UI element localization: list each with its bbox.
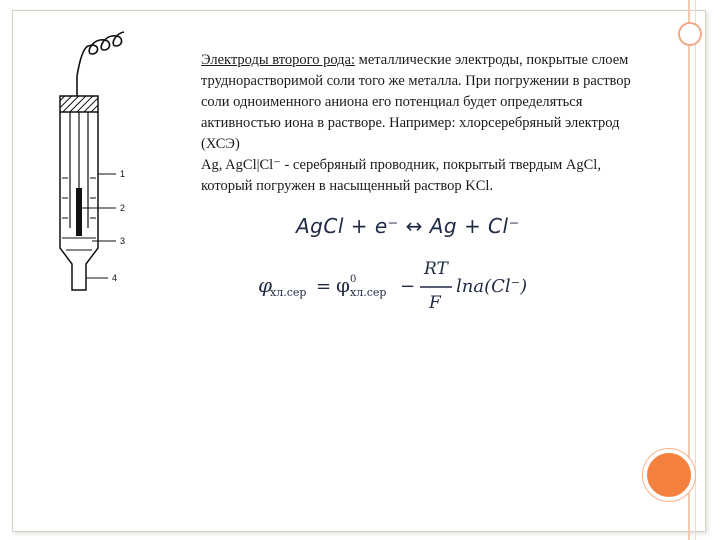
decorative-rule bbox=[695, 0, 696, 540]
fraction-numerator: RT bbox=[424, 259, 448, 279]
decorative-circle-top bbox=[678, 22, 702, 46]
definition-text: металлические электроды, покрытые слоем труднорастворимой соли того же металла. При погружении в раствор соли одноименного аниона его потенциал будет определяться активностью иона в растворе. Например: хлорсеребряный электрод (ХСЭ) bbox=[201, 52, 631, 152]
phi-subscript: хл.сер bbox=[270, 286, 307, 299]
phi-symbol: φ bbox=[258, 273, 273, 297]
phi0-subscript: хл.сер bbox=[350, 286, 387, 299]
paragraph-definition bbox=[201, 50, 641, 155]
term-second-kind-electrodes: Электроды второго рода: bbox=[201, 52, 356, 68]
decorative-circle-bottom bbox=[643, 449, 695, 501]
stopper bbox=[60, 96, 98, 112]
label-3: 3 bbox=[120, 236, 126, 246]
label-1: 1 bbox=[120, 169, 126, 179]
slide-text bbox=[201, 50, 641, 197]
equals-sign: = bbox=[316, 276, 332, 297]
electrode-diagram bbox=[40, 28, 150, 303]
label-4: 4 bbox=[112, 273, 118, 283]
nernst-equation bbox=[258, 258, 558, 318]
log-term: lna(Cl⁻) bbox=[456, 276, 528, 297]
label-2: 2 bbox=[120, 203, 126, 213]
phi0-superscript: 0 bbox=[350, 274, 357, 285]
phi0-symbol: φ bbox=[336, 273, 351, 297]
fraction-denominator: F bbox=[429, 293, 441, 313]
silver-chloride-electrode bbox=[76, 188, 82, 236]
reaction-equation: AgCl + e⁻ ↔ Ag + Cl⁻ bbox=[296, 214, 520, 238]
paragraph-example: Ag, AgCl|Cl⁻ - серебряный проводник, покрытый твердым AgCl, который погружен в насыщенный раствор KCl. bbox=[201, 157, 601, 194]
wire-coil bbox=[77, 32, 124, 76]
minus-sign: − bbox=[400, 276, 416, 297]
